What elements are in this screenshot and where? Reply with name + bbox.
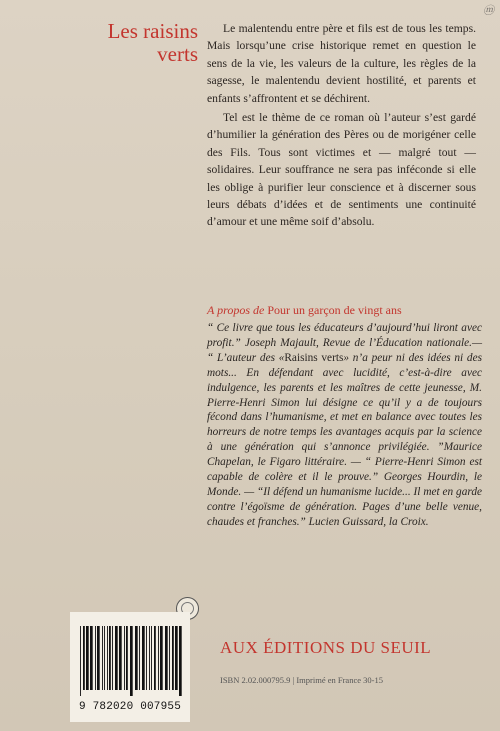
barcode-bar — [126, 626, 128, 690]
reviews-part-1: “ Ce livre que tous les éducateurs d’aujourd’hui liront avec profit.” Joseph Majault, Revue de l’Éducation nationale.— “ L’auteur des « — [207, 322, 482, 364]
barcode-bar — [175, 626, 178, 690]
synopsis-paragraph-2: Tel est le thème de ce roman où l’auteur s’est gardé d’humilier la génération des Pères ou de morigéner celle des Fils. Tous sont victimes et — malgré tout — solidaires. Leur souffrance ne sera pas inféconde si elle les oblige à purifier leur conscience et à discerner sous leurs débats d’idées et de sentiments une continuité d’amour et une même soif d’absolu. — [207, 111, 476, 229]
barcode-bar — [135, 626, 138, 690]
barcode-bar — [172, 626, 174, 690]
barcode-bar — [90, 626, 93, 690]
publisher-name: AUX ÉDITIONS DU SEUIL — [220, 638, 432, 657]
title-line-2: verts — [157, 42, 198, 66]
barcode-bar — [102, 626, 103, 690]
barcode-bar — [115, 626, 118, 690]
barcode-icon — [78, 626, 184, 696]
barcode-digits: 9 782020 007955 — [78, 701, 182, 713]
barcode-bar — [149, 626, 150, 690]
barcode-bar — [112, 626, 113, 690]
barcode-bar — [130, 626, 133, 696]
synopsis — [207, 20, 476, 231]
reviews-book-mention: Raisins verts — [284, 351, 344, 364]
barcode-bar — [109, 626, 111, 690]
barcode-bar — [160, 626, 163, 690]
barcode-bar — [124, 626, 125, 690]
barcode-bar — [146, 626, 147, 690]
apropos-book-title: Pour un garçon de vingt ans — [267, 303, 402, 317]
barcode-bar — [80, 626, 81, 696]
barcode-bar — [104, 626, 105, 690]
barcode-bar — [86, 626, 89, 690]
barcode-bar — [142, 626, 145, 690]
barcode-bar — [119, 626, 122, 690]
barcode-bar — [158, 626, 159, 690]
title-line-1: Les raisins — [107, 19, 198, 43]
corner-mark: ⓜ — [483, 5, 494, 17]
barcode-bar — [97, 626, 100, 690]
isbn-line: ISBN 2.02.000795.9 | Imprimé en France 30-15 — [220, 675, 383, 685]
reviews-part-2: » n’a peur ni des idées ni des mots... En défendant avec lucidité, c’est-à-dire avec indulgence, les parents et les maîtres de cette jeunesse, M. Pierre-Henri Simon lui désigne ce qu’il y a de toujours fécond dans l’humanisme, et met en balance avec toutes les horreurs de notre temps les avantages acquis par la science à une génération qui s’annonce privilégiée. ”Maurice Chapelan, le Figaro littéraire. — “ Pierre-Henri Simon est capable de colère et il le prouve.” Georges Hourdin, le Monde. — “Il défend un humanisme lucide... Il met en garde contre l’égoïsme de génération. Pages d’une belle venue, chaudes et franches.” Lucien Guissard, la Croix. — [207, 351, 482, 528]
barcode-bar — [151, 626, 152, 690]
barcode-bar — [169, 626, 170, 690]
barcode-label — [70, 612, 190, 722]
barcode-bar — [154, 626, 156, 690]
barcode-bar — [83, 626, 85, 690]
book-title — [58, 20, 198, 66]
barcode-bar — [165, 626, 168, 690]
press-reviews — [207, 321, 482, 530]
barcode-bar — [107, 626, 108, 690]
barcode-bar — [95, 626, 96, 690]
apropos-lead: A propos de — [207, 303, 265, 317]
apropos-heading — [207, 302, 482, 318]
synopsis-paragraph-1: Le malentendu entre père et fils est de tous les temps. Mais lorsqu’une crise historique remet en question le sens de la vie, les valeurs de la culture, les règles de la sagesse, le malentendu devient hostilité, et parents et enfants s’affrontent et se déchirent. — [207, 22, 476, 105]
barcode-bar — [179, 626, 182, 696]
barcode-bar — [139, 626, 140, 690]
